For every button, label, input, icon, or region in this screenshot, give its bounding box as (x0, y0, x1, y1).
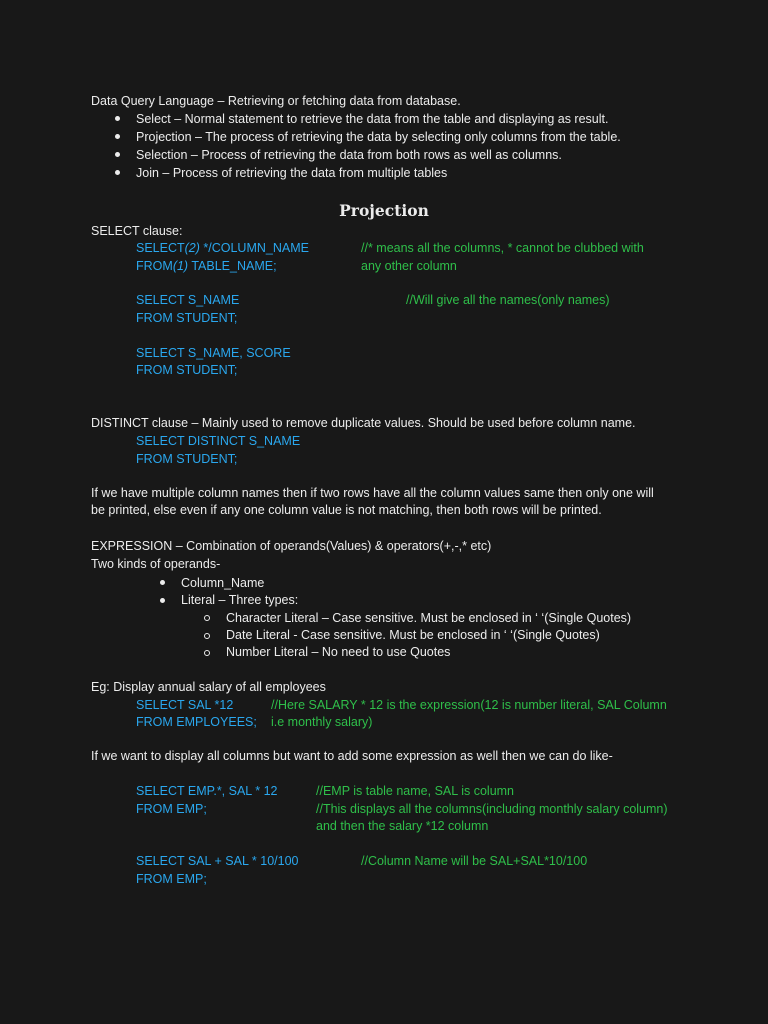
note-text: be printed, else even if any one column value is not matching, then both rows will be printed. (91, 503, 602, 517)
code-line: FROM EMPLOYEES; (136, 715, 257, 729)
code-comment: //EMP is table name, SAL is column (316, 784, 515, 798)
all-columns-text: If we want to display all columns but want to add some expression as well then we can do like- (91, 749, 613, 763)
code-text: */COLUMN_NAME (199, 241, 309, 255)
bullet-icon (160, 598, 165, 603)
intro-bullet-select: Select – Normal statement to retrieve the data from the table and displaying as result. (136, 112, 609, 126)
code-line: SELECT S_NAME, SCORE (136, 346, 291, 360)
operand-item: Column_Name (181, 576, 265, 590)
code-comment: //Will give all the names(only names) (406, 293, 610, 307)
code-keyword: SELECT (136, 241, 185, 255)
note-text: If we have multiple column names then if two rows have all the column values same then only one will (91, 486, 654, 500)
select-clause-label: SELECT clause: (91, 224, 183, 238)
code-line: FROM EMP; (136, 872, 207, 886)
intro-bullet-join: Join – Process of retrieving the data from multiple tables (136, 166, 448, 180)
code-line: FROM STUDENT; (136, 452, 238, 466)
code-line: SELECT EMP.*, SAL * 12 (136, 784, 278, 798)
circle-bullet-icon (204, 633, 210, 639)
literal-item: Date Literal - Case sensitive. Must be enclosed in ‘ ‘(Single Quotes) (226, 628, 600, 642)
bullet-icon (115, 170, 120, 175)
bullet-icon (115, 116, 120, 121)
code-line (136, 258, 277, 275)
intro-bullet-selection: Selection – Process of retrieving the data from both rows as well as columns. (136, 148, 562, 162)
expression-title: EXPRESSION – Combination of operands(Values) & operators(+,-,* etc) (91, 539, 492, 553)
code-keyword: FROM (136, 259, 173, 273)
operand-item: Literal – Three types: (181, 593, 299, 607)
code-comment: //Here SALARY * 12 is the expression(12 is number literal, SAL Column (271, 698, 667, 712)
code-line: SELECT S_NAME (136, 293, 240, 307)
bullet-icon (115, 134, 120, 139)
code-line: FROM STUDENT; (136, 311, 238, 325)
code-order-number: (1) (172, 259, 189, 273)
code-text: TABLE_NAME; (188, 259, 277, 273)
bullet-icon (160, 580, 165, 585)
intro-bullet-projection: Projection – The process of retrieving the data by selecting only columns from the table. (136, 130, 621, 144)
literal-item: Character Literal – Case sensitive. Must be enclosed in ‘ ‘(Single Quotes) (226, 611, 632, 625)
code-comment: //* means all the columns, * cannot be clubbed with (361, 241, 644, 255)
example-title: Eg: Display annual salary of all employees (91, 680, 326, 694)
code-line (136, 240, 309, 257)
code-line: FROM EMP; (136, 802, 207, 816)
code-line: SELECT DISTINCT S_NAME (136, 434, 301, 448)
code-line: SELECT SAL *12 (136, 698, 234, 712)
code-line: FROM STUDENT; (136, 363, 238, 377)
code-comment: any other column (361, 259, 457, 273)
circle-bullet-icon (204, 615, 210, 621)
bullet-icon (115, 152, 120, 157)
code-comment: i.e monthly salary) (271, 715, 373, 729)
circle-bullet-icon (204, 650, 210, 656)
code-line: SELECT SAL + SAL * 10/100 (136, 854, 299, 868)
code-comment: //Column Name will be SAL+SAL*10/100 (361, 854, 588, 868)
literal-item: Number Literal – No need to use Quotes (226, 645, 451, 659)
code-order-number: (2) (184, 241, 200, 255)
expression-subtitle: Two kinds of operands- (91, 557, 221, 571)
section-heading: Projection (339, 201, 429, 220)
code-comment: //This displays all the columns(including monthly salary column) (316, 802, 668, 816)
distinct-text: DISTINCT clause – Mainly used to remove duplicate values. Should be used before column name. (91, 416, 636, 430)
intro-title: Data Query Language – Retrieving or fetching data from database. (91, 94, 461, 108)
code-comment: and then the salary *12 column (316, 819, 489, 833)
